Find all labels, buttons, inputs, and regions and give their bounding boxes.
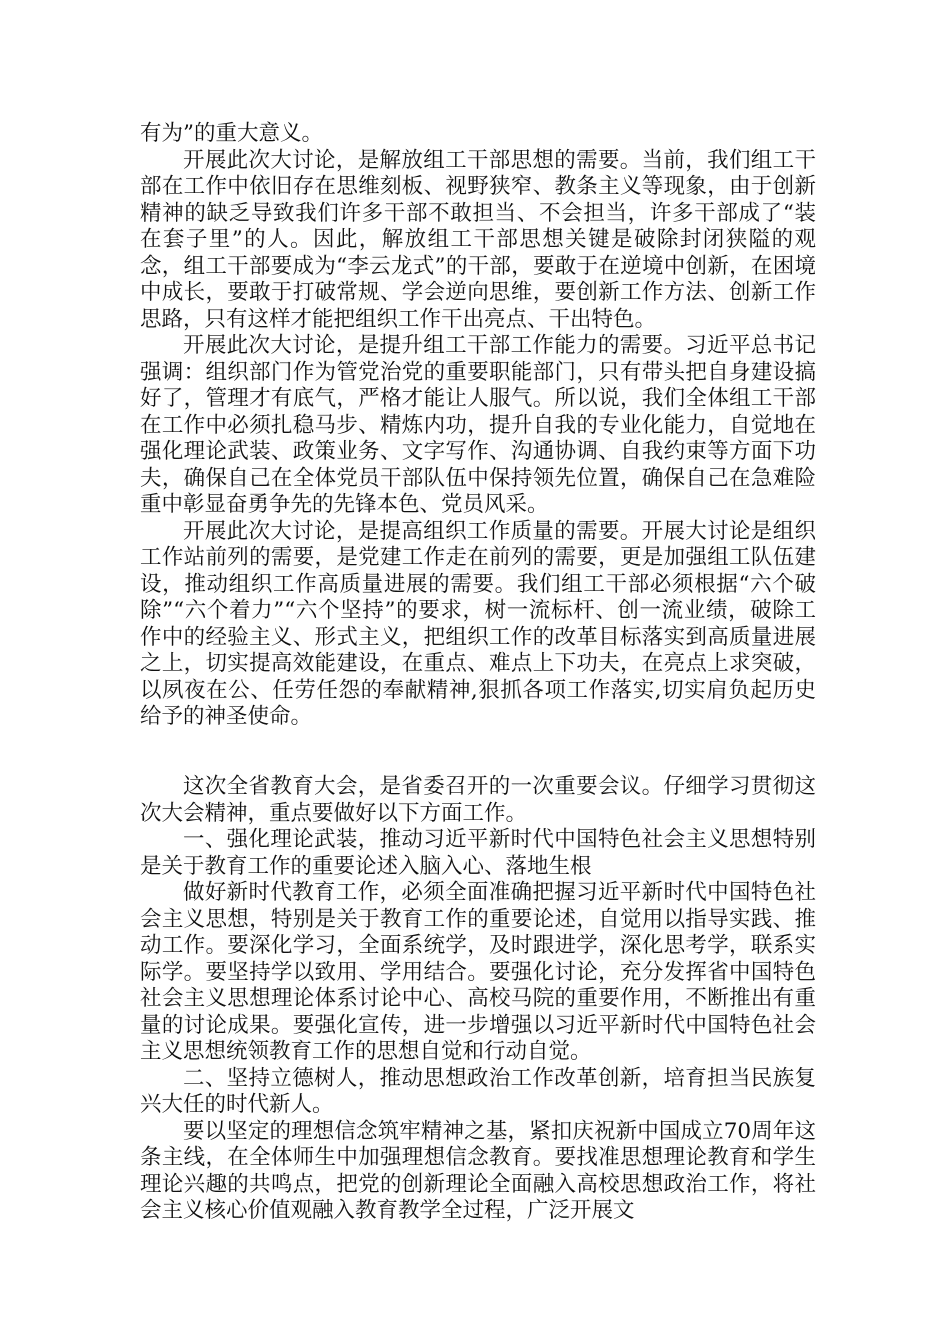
paragraph-liberate-thinking: 开展此次大讨论，是解放组工干部思想的需要。当前，我们组工干部在工作中依旧存在思维刻板、视野狭窄、教条主义等现象，由于创新精神的缺乏导致我们许多干部不敢担当、不会担当，许多干部成了“装在套子里”的人。因此，解放组工干部思想关键是破除封闭狭隘的观念，组工干部要成为“李云龙式”的干部，要敢于在逆境中创新，在困境中成长，要敢于打破常规、学会逆向思维，要创新工作方法、创新工作思路，只有这样才能把组织工作干出亮点、干出特色。 [140, 147, 816, 332]
paragraph-point-1-body: 做好新时代教育工作，必须全面准确把握习近平新时代中国特色社会主义思想，特别是关于教育工作的重要论述，自觉用以指导实践、推动工作。要深化学习，全面系统学，及时跟进学，深化思考学，联系实际学。要坚持学以致用、学用结合。要强化讨论，充分发挥省中国特色社会主义思想理论体系讨论中心、高校马院的重要作用，不断推出有重量的讨论成果。要强化宣传，进一步增强以习近平新时代中国特色社会主义思想统领教育工作的思想自觉和行动自觉。 [140, 880, 816, 1064]
heading-point-2: 二、坚持立德树人，推动思想政治工作改革创新，培育担当民族复兴大任的时代新人。 [140, 1065, 816, 1117]
paragraph-continuation: 有为”的重大意义。 [140, 121, 323, 146]
text-section-1 [140, 121, 816, 731]
paragraph-point-2-body: 要以坚定的理想信念筑牢精神之基，紧扣庆祝新中国成立70周年这条主线，在全体师生中加强理想信念教育。要找准思想理论教育和学生理论兴趣的共鸣点，把党的创新理论全面融入高校思想政治工作，将社会主义核心价值观融入教育教学全过程，广泛开展文 [140, 1118, 816, 1223]
paragraph-intro: 这次全省教育大会，是省委召开的一次重要会议。仔细学习贯彻这次大会精神，重点要做好以下方面工作。 [140, 774, 816, 826]
heading-point-1: 一、强化理论武装，推动习近平新时代中国特色社会主义思想特别是关于教育工作的重要论述入脑入心、落地生根 [140, 827, 816, 879]
paragraph-improve-quality: 开展此次大讨论，是提高组织工作质量的需要。开展大讨论是组织工作站前列的需要，是党建工作走在前列的需要，更是加强组工队伍建设，推动组织工作高质量进展的需要。我们组工干部必须根据“六个破除”“六个着力”“六个坚持”的要求，树一流标杆、创一流业绩，破除工作中的经验主义、形式主义，把组织工作的改革目标落实到高质量进展之上，切实提高效能建设，在重点、难点上下功夫，在亮点上求突破，以夙夜在公、任劳任怨的奉献精神,狠抓各项工作落实,切实肩负起历史给予的神圣使命。 [140, 518, 816, 729]
paragraph-improve-ability: 开展此次大讨论，是提升组工干部工作能力的需要。习近平总书记强调：组织部门作为管党治党的重要职能部门，只有带头把自身建设搞好了，管理才有底气，严格才能让人服气。所以说，我们全体组工干部在工作中必须扎稳马步、精炼内功，提升自我的专业化能力，自觉地在强化理论武装、政策业务、文字写作、沟通协调、自我约束等方面下功夫，确保自己在全体党员干部队伍中保持领先位置，确保自己在急难险重中彰显奋勇争先的先锋本色、党员风采。 [140, 333, 816, 517]
text-section-2 [140, 774, 816, 1225]
